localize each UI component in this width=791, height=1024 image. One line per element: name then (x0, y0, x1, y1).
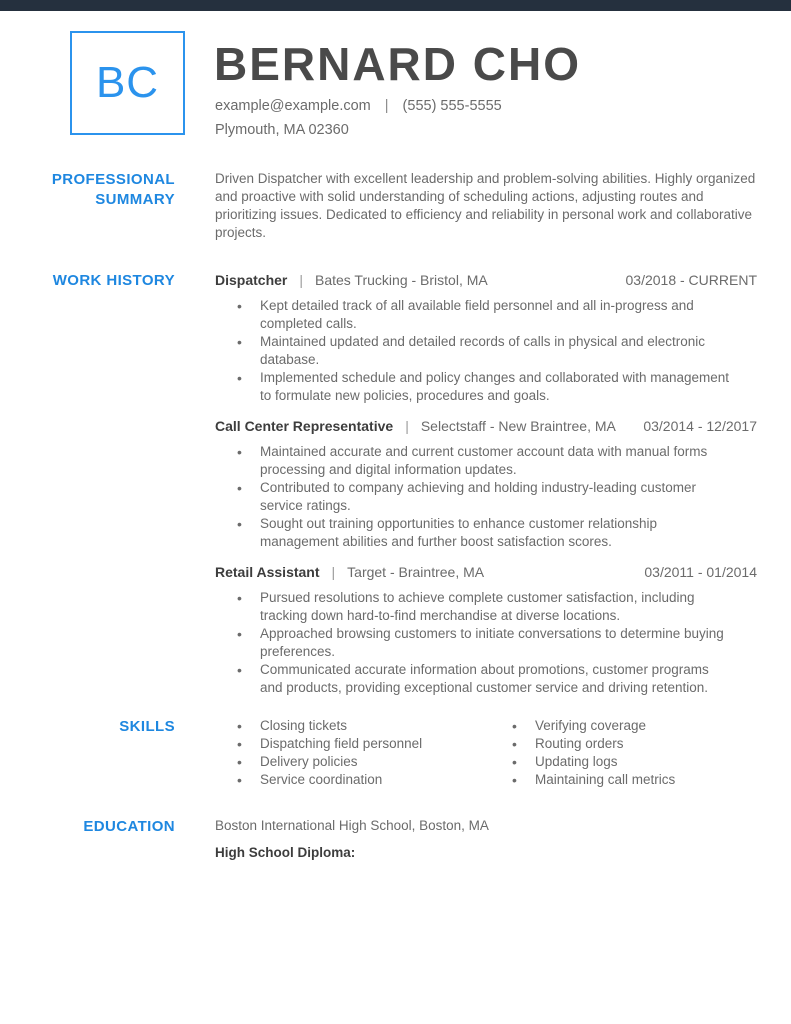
job-entry (215, 417, 757, 551)
section-label-education: EDUCATION (83, 818, 175, 835)
job-separator: | (405, 418, 409, 434)
section-skills (0, 717, 757, 789)
job-header (215, 271, 757, 289)
contact-line (215, 98, 502, 114)
email-text: example@example.com (215, 98, 371, 114)
skill-item: • Updating logs (512, 753, 757, 771)
initials-text: BC (95, 58, 160, 107)
job-bullets (237, 443, 757, 551)
section-education (0, 817, 757, 862)
job-bullets (237, 297, 757, 405)
skill-item: • Service coordination (237, 771, 490, 789)
education-content (215, 817, 757, 862)
initials-badge (70, 31, 185, 135)
resume-name: BERNARD CHO (214, 38, 581, 90)
top-accent-bar (0, 0, 791, 11)
section-professional-summary (0, 170, 757, 242)
job-company: Target - Braintree, MA (347, 564, 485, 580)
job-title: Retail Assistant (215, 564, 320, 580)
location-text: Plymouth, MA 02360 (215, 122, 349, 138)
job-dates: 03/2018 - CURRENT (625, 272, 757, 288)
skill-item: • Verifying coverage (512, 717, 757, 735)
job-header (215, 563, 757, 581)
phone-text: (555) 555-5555 (402, 98, 502, 114)
skill-item: • Routing orders (512, 735, 757, 753)
job-bullet-item: • Maintained accurate and current customer account data with manual forms processing and digital information updates. (237, 443, 734, 479)
section-label-professional-summary: PROFESSIONAL SUMMARY (51, 171, 175, 208)
job-title: Call Center Representative (215, 418, 394, 434)
education-degree-name: High School Diploma (215, 845, 351, 860)
section-label-work-history: WORK HISTORY (52, 272, 175, 289)
education-degree (215, 844, 757, 862)
section-work-history (0, 271, 757, 697)
job-header (215, 417, 757, 435)
resume-body (0, 170, 791, 862)
job-company: Bates Trucking - Bristol, MA (315, 272, 488, 288)
job-bullet-item: • Kept detailed track of all available field personnel and all in-progress and completed calls. (237, 297, 734, 333)
job-bullet-item: • Maintained updated and detailed records of calls in physical and electronic database. (237, 333, 734, 369)
job-bullet-item: • Communicated accurate information about promotions, customer programs and products, providing exceptional customer service and driving retention. (237, 661, 734, 697)
job-separator: | (331, 564, 336, 580)
skill-item: • Closing tickets (237, 717, 490, 735)
job-bullet-item: • Approached browsing customers to initiate conversations to determine buying preferences. (237, 625, 734, 661)
job-bullet-item: • Contributed to company achieving and holding industry-leading customer service ratings. (237, 479, 734, 515)
skill-item: • Delivery policies (237, 753, 490, 771)
job-company: Selectstaff - New Braintree, MA (420, 418, 616, 434)
summary-text: Driven Dispatcher with excellent leadership and problem-solving abilities. Highly organized and proactive with solid understanding of scheduling actions, adjusting routes and prioritizing issues. Dedicated to efficiency and reliability in personal work and collaborative projects. (215, 171, 756, 240)
skill-item: • Dispatching field personnel (237, 735, 490, 753)
work-history-list (215, 271, 757, 697)
section-label-skills: SKILLS (119, 718, 175, 735)
resume-header (0, 11, 791, 170)
skill-item: • Maintaining call metrics (512, 771, 757, 789)
skills-grid (215, 717, 757, 789)
contact-separator: | (384, 98, 389, 114)
job-bullet-item: • Pursued resolutions to achieve complete customer satisfaction, including tracking down hard-to-find merchandise at diverse locations. (237, 589, 734, 625)
skills-column-1 (237, 717, 490, 789)
job-bullet-item: • Sought out training opportunities to enhance customer relationship management abilities and further boost satisfaction scores. (237, 515, 734, 551)
job-dates: 03/2014 - 12/2017 (643, 418, 757, 434)
job-separator: | (299, 272, 303, 288)
job-bullets (237, 589, 757, 697)
job-entry (215, 271, 757, 405)
skills-column-2 (512, 717, 757, 789)
job-title: Dispatcher (215, 272, 288, 288)
job-bullet-item: • Implemented schedule and policy changes and collaborated with management to formulate new policies, procedures and goals. (237, 369, 734, 405)
job-entry (215, 563, 757, 697)
education-school: Boston International High School, Boston, MA (215, 818, 489, 833)
education-degree-colon: : (350, 845, 356, 860)
job-dates: 03/2011 - 01/2014 (644, 564, 757, 580)
